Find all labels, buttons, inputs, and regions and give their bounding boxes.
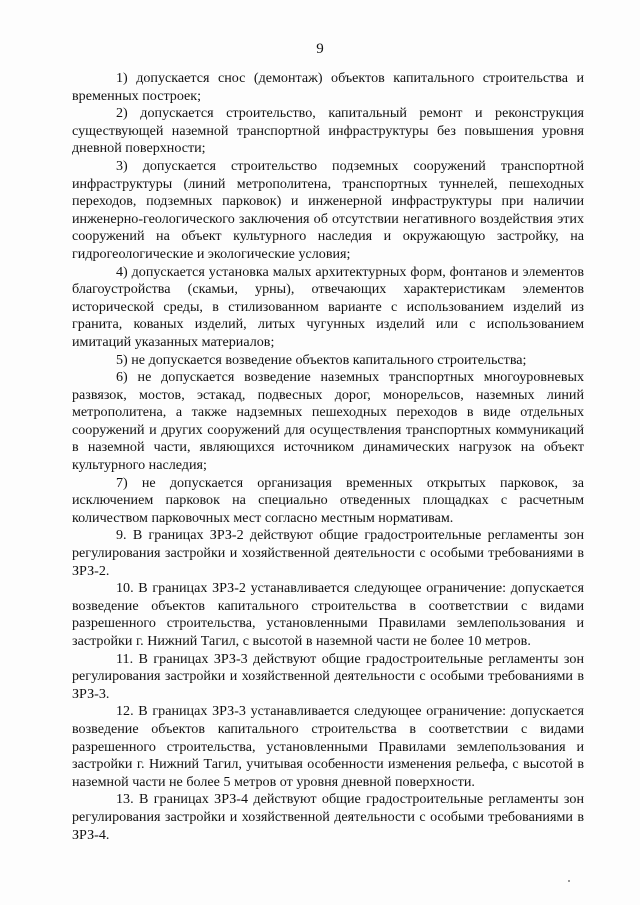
paragraph-clause-12: 12. В границах ЗРЗ-3 устанавливается следующее ограничение: допускается возведение объектов капитального строительства в соответствии с видами разрешенного строительства, установленными Правилами землепользования и застройки г. Нижний Тагил, учитывая особенности изменения рельефа, с высотой в наземной части не более 5 метров от уровня дневной поверхности. (72, 703, 584, 790)
paragraph-clause-9: 9. В границах ЗРЗ-2 действуют общие градостроительные регламенты зон регулирования застройки и хозяйственной деятельности с особыми требованиями в ЗРЗ-2. (72, 527, 584, 579)
paragraph-item-4: 4) допускается установка малых архитектурных форм, фонтанов и элементов благоустройства (скамьи, урны), отвечающих характеристикам элементов исторической среды, в стилизованном варианте с использованием изделий из гранита, кованых изделий, литых чугунных изделий или с использованием имитаций указанных материалов; (72, 263, 584, 350)
scan-speck (568, 880, 570, 882)
paragraph-item-5: 5) не допускается возведение объектов капитального строительства; (116, 351, 527, 368)
paragraph-item-6: 6) не допускается возведение наземных транспортных многоуровневых развязок, мостов, эстакад, подвесных дорог, монорельсов, наземных линий метрополитена, а также надземных пешеходных переходов в виде отдельных сооружений и других сооружений для осуществления транспортных коммуникаций в наземной части, являющихся источником динамических нагрузок на объект культурного наследия; (72, 369, 584, 474)
page-number: 9 (316, 41, 324, 57)
paragraph-item-3: 3) допускается строительство подземных сооружений транспортной инфраструктуры (линий метрополитена, транспортных туннелей, пешеходных переходов, подземных парковок) и инженерной инфраструктуры при наличии инженерно-геологического заключения об отсутствии негативного воздействия этих сооружений на объект культурного наследия и окружающую застройку, на гидрогеологические и экологические условия; (72, 157, 584, 262)
document-body (72, 70, 584, 844)
paragraph-clause-10: 10. В границах ЗРЗ-2 устанавливается следующее ограничение: допускается возведение объектов капитального строительства в соответствии с видами разрешенного строительства, установленными Правилами землепользования и застройки г. Нижний Тагил, с высотой в наземной части не более 10 метров. (72, 580, 584, 649)
paragraph-clause-11: 11. В границах ЗРЗ-3 действуют общие градостроительные регламенты зон регулирования застройки и хозяйственной деятельности с особыми требованиями в ЗРЗ-3. (72, 650, 584, 702)
paragraph-item-1: 1) допускается снос (демонтаж) объектов капитального строительства и временных построек; (72, 70, 584, 104)
paragraph-item-2: 2) допускается строительство, капитальный ремонт и реконструкция существующей наземной транспортной инфраструктуры без повышения уровня дневной поверхности; (72, 105, 584, 157)
paragraph-clause-13: 13. В границах ЗРЗ-4 действуют общие градостроительные регламенты зон регулирования застройки и хозяйственной деятельности с особыми требованиями в ЗРЗ-4. (72, 791, 584, 843)
paragraph-item-7: 7) не допускается организация временных открытых парковок, за исключением парковок на специально отведенных площадках с расчетным количеством парковочных мест согласно местным нормативам. (72, 474, 584, 526)
